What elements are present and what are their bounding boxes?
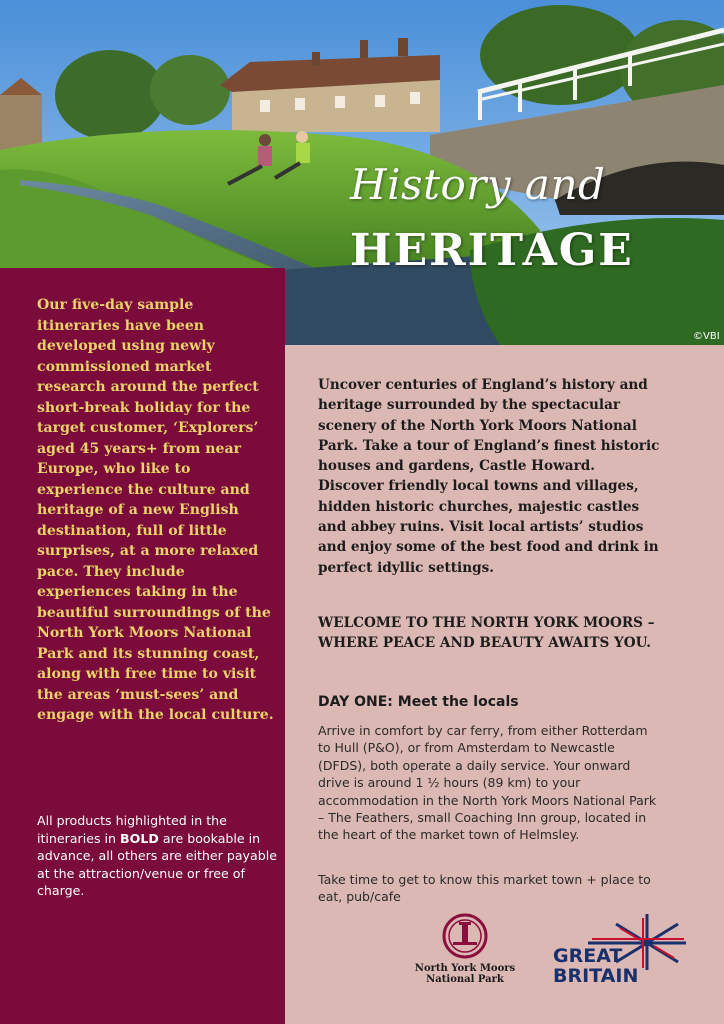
nym-logo-text <box>410 963 520 985</box>
welcome-heading: WELCOME TO THE NORTH YORK MOORS – WHERE PEACE AND BEAUTY AWAITS YOU. <box>318 615 655 652</box>
nym-emblem-icon <box>415 912 515 964</box>
intro-text: Our five-day sample itineraries have been developed using newly commissioned market research around the perfect short-break holiday for the target customer, ‘Explorers’ aged 45 years+ from near Europe, who like to experience the culture and heritage of a new English destination, full of little surprises, at a more relaxed pace. They include experiences taking in the beautiful surroundings of the North York Moors National Park and its stunning coast, along with free time to visit the areas ‘must-sees’ and engage with the local culture. <box>37 297 274 723</box>
nym-line2: National Park <box>426 974 504 985</box>
day-one-heading: DAY ONE: Meet the locals <box>318 694 519 710</box>
title-script: History and <box>350 160 606 209</box>
nym-line1: North York Moors <box>414 963 516 974</box>
gb-line2: BRITAIN <box>553 965 639 987</box>
day-one-paragraph-2: Take time to get to know this market town + place to eat, pub/cafe <box>318 872 651 905</box>
lead-paragraph: Uncover centuries of England’s history and heritage surrounded by the spectacular scenery of the North York Moors National Park. Take a tour of England’s finest historic houses and gardens, Castle Howard. Discover friendly local towns and villages, hidden historic churches, majestic castles and abbey ruins. Visit local artists’ studios and enjoy some of the best food and drink in perfect idyllic settings. <box>318 377 660 576</box>
page-title: HERITAGE <box>350 225 634 276</box>
gb-logo-text <box>553 946 638 986</box>
photo-credit: ©VBI <box>693 331 720 342</box>
bookable-note <box>37 812 277 900</box>
note-before: All products highlighted in the itineraries in <box>37 813 227 846</box>
note-bold: BOLD <box>120 830 159 846</box>
note-after: are bookable in advance, all others are either payable at the attraction/venue or free of charge. <box>37 830 277 899</box>
day-one-paragraph: Arrive in comfort by car ferry, from either Rotterdam to Hull (P&O), or from Amsterdam to Newcastle (DFDS), both operate a daily service. Your onward drive is around 1 ½ hours (89 km) to your accommodation in the North York Moors National Park – The Feathers, small Coaching Inn group, located in the heart of the market town of Helmsley. <box>318 723 657 843</box>
great-britain-logo <box>548 912 688 992</box>
gb-line1: GREAT <box>553 945 623 967</box>
